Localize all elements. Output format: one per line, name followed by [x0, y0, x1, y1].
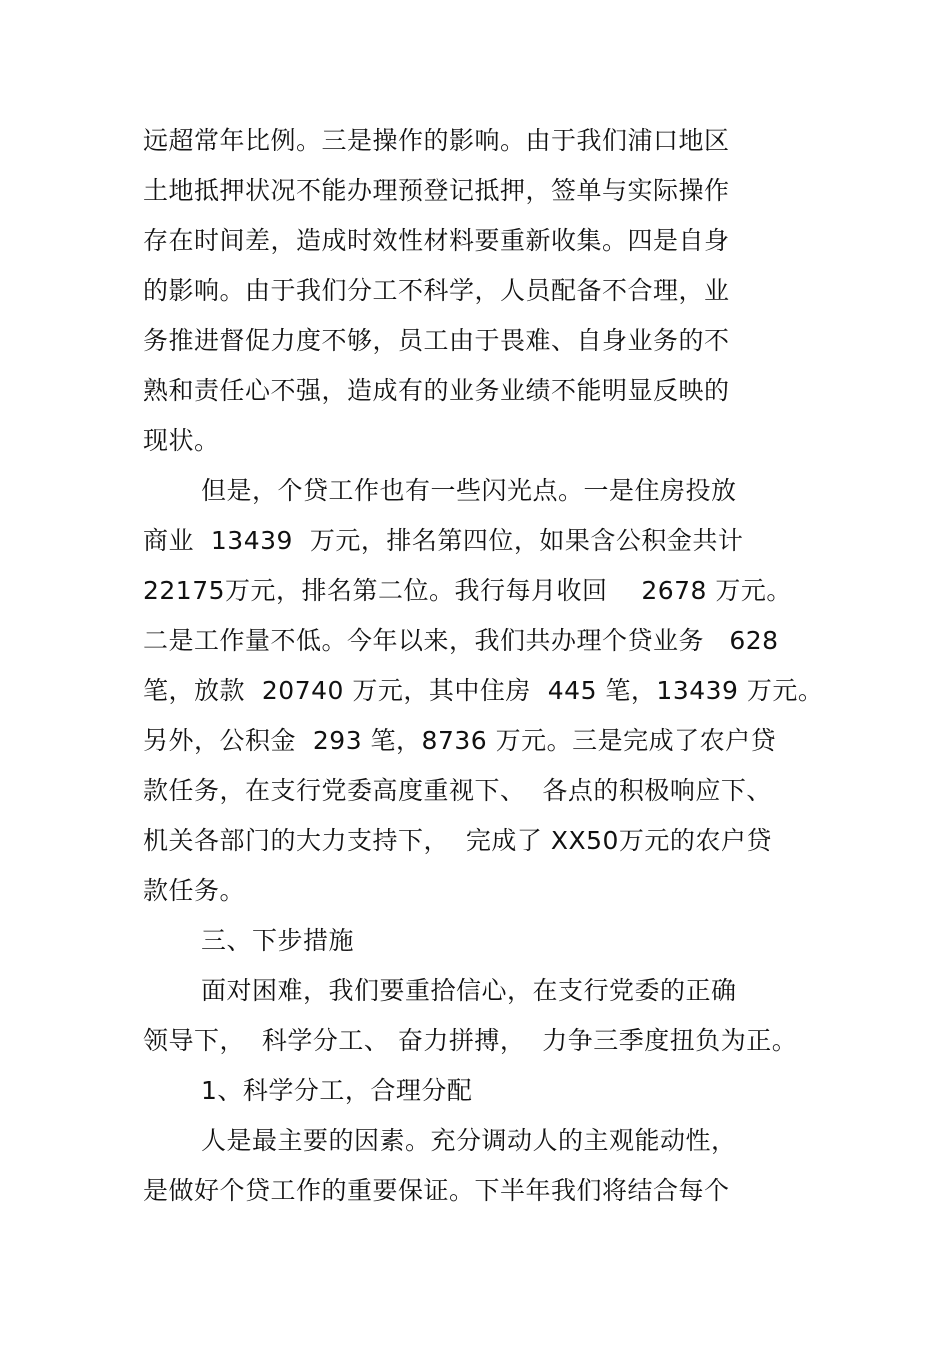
text-line: 22175万元，排名第二位。我行每月收回 2678 万元。: [143, 576, 792, 605]
text-line: 的影响。由于我们分工不科学，人员配备不合理，业: [143, 276, 730, 305]
text-line: 二是工作量不低。今年以来，我们共办理个贷业务 628: [143, 626, 779, 655]
section-heading: 三、下步措施: [201, 926, 355, 955]
paragraph-start-line: 面对困难，我们要重拾信心，在支行党委的正确: [201, 976, 737, 1005]
text-line: 务推进督促力度不够，员工由于畏难、自身业务的不: [143, 326, 730, 355]
text-line: 远超常年比例。三是操作的影响。由于我们浦口地区: [143, 126, 730, 155]
text-line: 笔，放款 20740 万元，其中住房 445 笔，13439 万元。: [143, 676, 824, 705]
text-line: 款任务。: [143, 876, 246, 905]
paragraph-start-line: 但是，个贷工作也有一些闪光点。一是住房投放: [201, 476, 737, 505]
text-line: 土地抵押状况不能办理预登记抵押，签单与实际操作: [143, 176, 730, 205]
text-line: 款任务，在支行党委高度重视下、 各点的积极响应下、: [143, 776, 772, 805]
text-line: 机关各部门的大力支持下， 完成了 XX50万元的农户贷: [143, 826, 772, 855]
text-line: 存在时间差，造成时效性材料要重新收集。四是自身: [143, 226, 730, 255]
subsection-heading: 1、科学分工，合理分配: [201, 1076, 473, 1105]
text-line: 商业 13439 万元，排名第四位，如果含公积金共计: [143, 526, 744, 555]
text-line: 另外，公积金 293 笔，8736 万元。三是完成了农户贷: [143, 726, 777, 755]
text-line: 现状。: [143, 426, 220, 455]
text-line: 领导下， 科学分工、 奋力拼搏， 力争三季度扭负为正。: [143, 1026, 798, 1055]
text-line: 是做好个贷工作的重要保证。下半年我们将结合每个: [143, 1176, 730, 1205]
text-line: 熟和责任心不强，造成有的业务业绩不能明显反映的: [143, 376, 730, 405]
paragraph-start-line: 人是最主要的因素。充分调动人的主观能动性，: [201, 1126, 737, 1155]
